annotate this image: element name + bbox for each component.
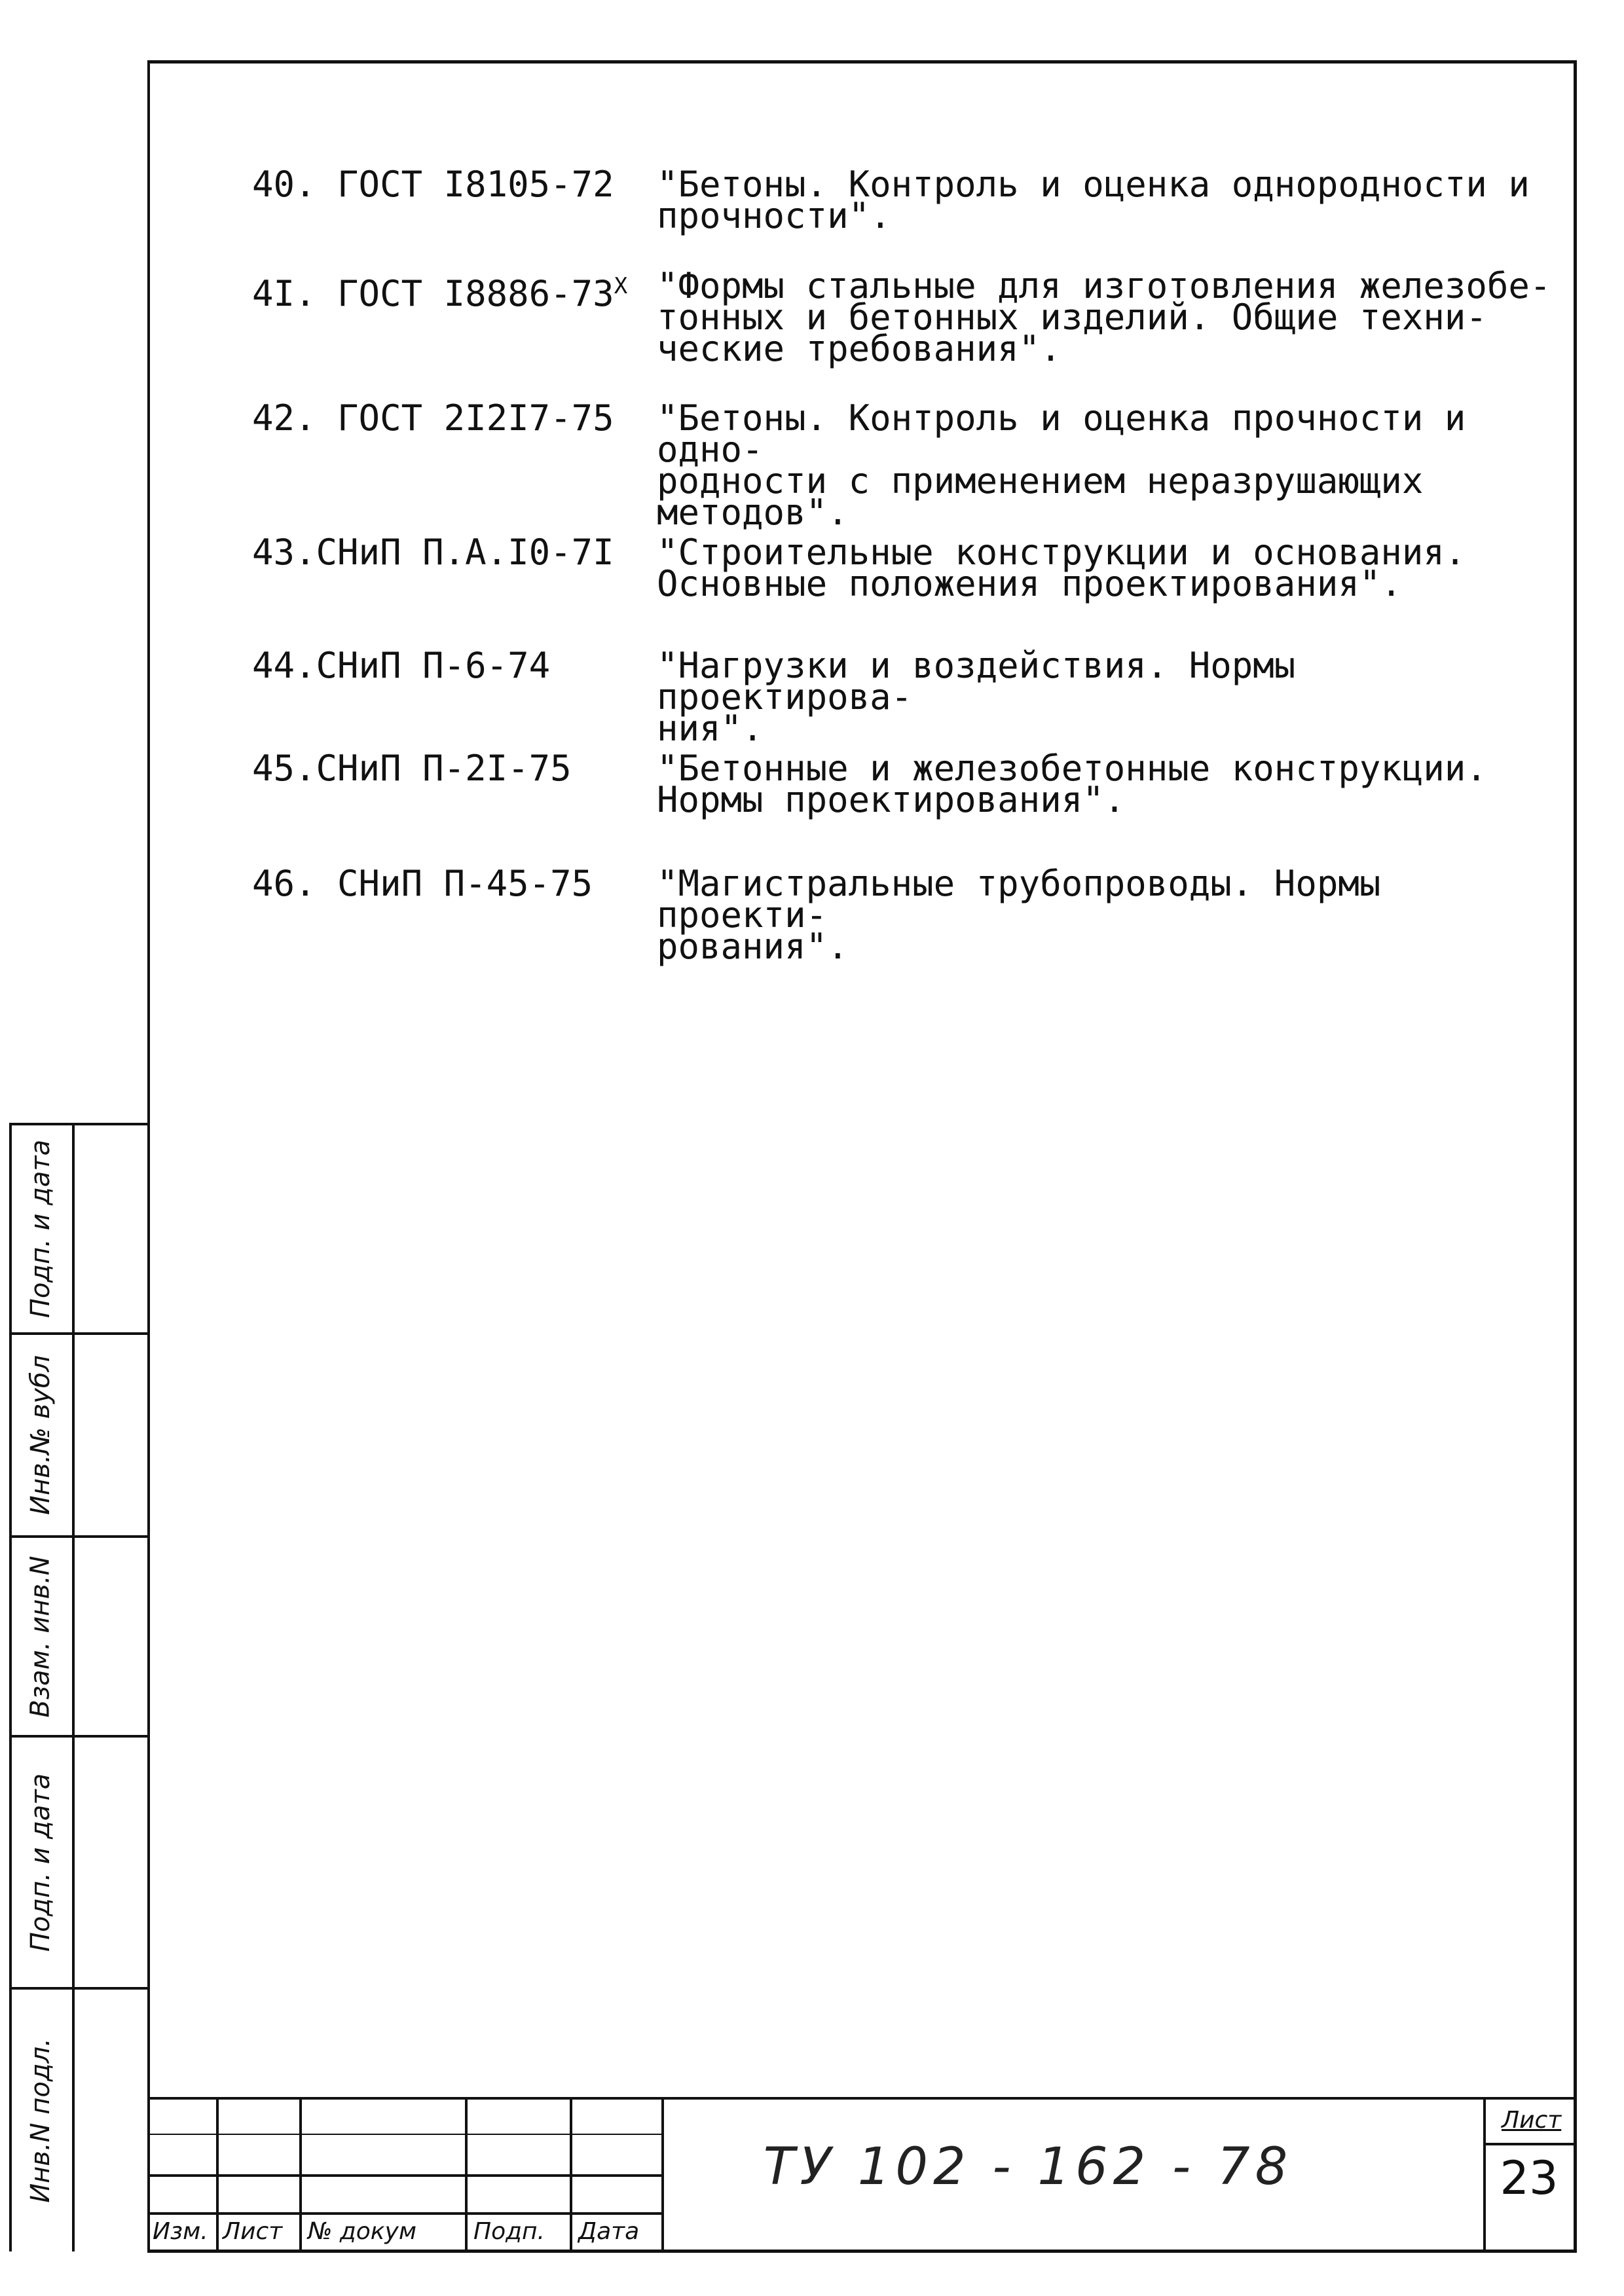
title-block-column-rule [1483, 2097, 1486, 2253]
reference-code: 46. СНиП П-45-75 [252, 863, 593, 904]
title-block-column-rule [570, 2097, 572, 2253]
side-stamp-cell [9, 1535, 147, 1735]
header-change: Изм. [153, 2218, 208, 2245]
side-stamp-label: Подп. и дата [26, 1139, 56, 1319]
reference-code: 43.СНиП П.А.I0-7I [252, 532, 614, 573]
reference-title: "Бетоны. Контроль и оценка прочности и одно- родности с применением неразрушающих методов". [657, 397, 1466, 533]
title-block-row-rule [147, 2134, 661, 2135]
reference-code: 40. ГОСТ I8105-72 [252, 164, 614, 205]
side-stamp-cell [9, 1123, 147, 1332]
title-block-column-rule [299, 2097, 302, 2253]
title-block-top-rule [147, 2097, 1577, 2100]
reference-code-superscript: X [614, 273, 628, 299]
side-stamp-label: Инв.№ вубл [26, 1355, 56, 1516]
side-stamp-label: Инв.N подл. [26, 2038, 56, 2203]
page-frame [147, 60, 1577, 2253]
reference-title: "Строительные конструкции и основания. Основные положения проектирования". [657, 532, 1466, 604]
header-document-number: № докум [308, 2218, 417, 2245]
document-code: ТУ 102 - 162 - 78 [763, 2138, 1293, 2196]
reference-title: "Бетонные и железобетонные конструкции. Нормы проектирования". [657, 748, 1487, 820]
title-block-column-rule [216, 2097, 219, 2253]
reference-code: 42. ГОСТ 2I2I7-75 [252, 397, 614, 439]
reference-title: "Формы стальные для изготовления железобе- тонных и бетонных изделий. Общие техни- ческие требования". [657, 265, 1551, 369]
header-date: Дата [578, 2218, 640, 2245]
sheet-cell-rule [1483, 2143, 1577, 2145]
sheet-number: 23 [1500, 2151, 1559, 2205]
side-stamp-cell [9, 1332, 147, 1535]
sheet-label: Лист [1502, 2107, 1562, 2134]
reference-title: "Магистральные трубопроводы. Нормы проекти- рования". [657, 863, 1381, 967]
header-signature: Подп. [473, 2218, 545, 2245]
reference-title: "Нагрузки и воздействия. Нормы проектирова- ния". [657, 645, 1296, 749]
title-block-row-rule [147, 2212, 661, 2215]
side-stamp [9, 1123, 147, 2251]
title-block-row-rule [147, 2174, 661, 2177]
title-block-column-rule [661, 2097, 664, 2253]
title-block-column-rule [465, 2097, 468, 2253]
side-stamp-cell [9, 1735, 147, 1987]
side-stamp-cell [9, 1987, 147, 2251]
reference-title: "Бетоны. Контроль и оценка однородности и прочности". [657, 164, 1530, 236]
reference-code: 45.СНиП П-2I-75 [252, 748, 572, 789]
reference-code: 4I. ГОСТ $I8886-73^X$ [252, 273, 628, 314]
reference-code: 44.СНиП П-6-74 [252, 645, 551, 686]
side-stamp-label: Взам. инв.N [26, 1555, 56, 1718]
side-stamp-label: Подп. и дата [26, 1773, 56, 1952]
header-sheet: Лист [223, 2218, 283, 2245]
